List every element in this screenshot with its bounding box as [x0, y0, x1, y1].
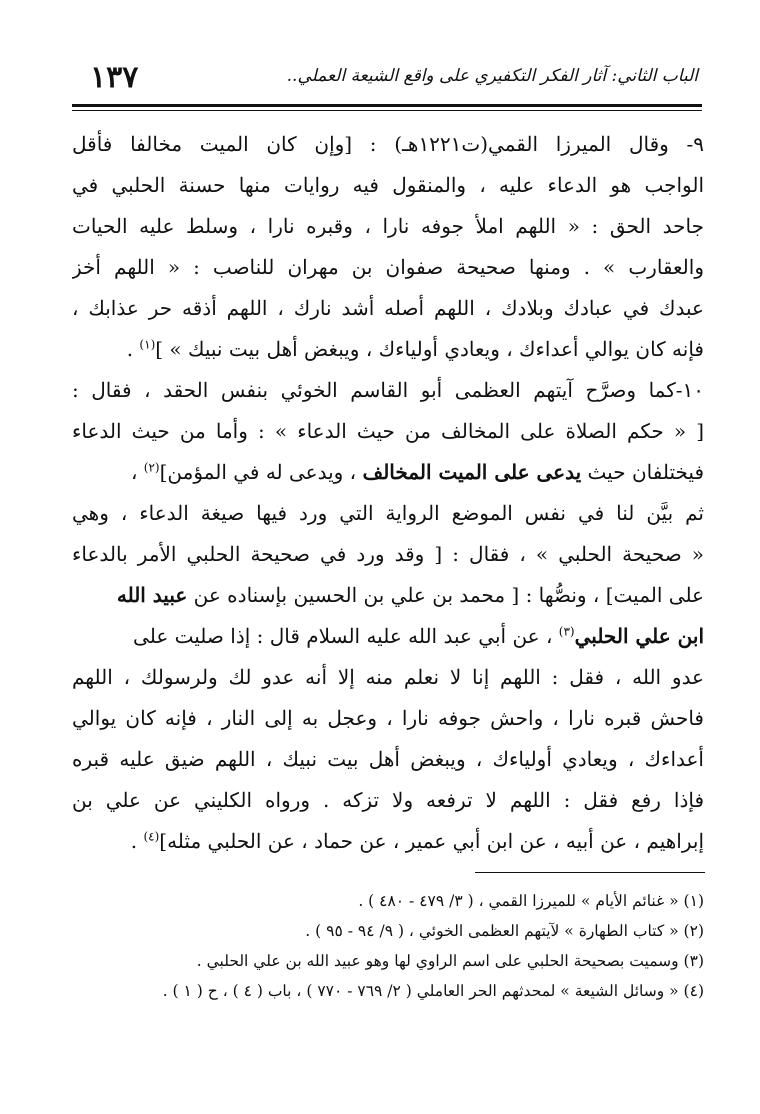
bold-name-ibn-ali-halabi: ابن علي الحلبي [574, 624, 704, 648]
body-line-2: الواجب هو الدعاء عليه ، والمنقول فيه روايات منها حسنة الحلبي في [72, 173, 704, 197]
body-text [72, 124, 704, 862]
body-line-9 [72, 452, 704, 493]
trailing-comma-2: ، [130, 460, 144, 484]
body-line-18-text: إبراهيم ، عن أبيه ، عن ابن أبي عمير ، عن حماد ، عن الحلبي مثله] [159, 829, 704, 853]
footnote-marker-1: (١) [139, 337, 156, 352]
body-line-10: ثم بيَّن لنا في نفس الموضع الرواية التي ورد فيها صيغة الدعاء ، وهي [72, 501, 704, 525]
footnote-marker-2: (٢) [143, 460, 160, 475]
footnote-1: (١) « غنائم الأيام » للميرزا القمي ، ( ٣/ ٤٧٩ - ٤٨٠ ) . [358, 892, 704, 910]
footnote-marker-3: (٣) [558, 624, 575, 639]
body-line-14: عدو الله ، فقل : اللهم إنا لا نعلم منه إلا أنه عدو لك ولرسولك ، اللهم [72, 665, 704, 689]
bold-name-ubaidullah: عبيد الله [116, 583, 188, 607]
body-line-13-end: ، عن أبي عبد الله عليه السلام قال : إذا صليت على [133, 624, 559, 648]
footnote-4: (٤) « وسائل الشيعة » لمحدثهم الحر العاملي ( ٢/ ٧٦٩ - ٧٧٠ ) ، باب ( ٤ ) ، ح ( ١ ) . [162, 982, 704, 1000]
body-line-4: والعقارب » . ومنها صحيحة صفوان بن مهران للناصب : « اللهم أخز [72, 255, 704, 279]
body-line-9-start: فيختلفان حيث [581, 460, 704, 484]
trailing-dot-1: . [126, 337, 140, 361]
body-line-6 [72, 329, 704, 370]
body-line-17: فإذا رفع فقل : اللهم لا ترفعه ولا تزكه . ورواه الكليني عن علي بن [72, 788, 704, 812]
header-rule-thin [72, 110, 702, 111]
page-number: ١٣٧ [90, 60, 139, 95]
trailing-dot-4: . [130, 829, 144, 853]
body-line-12-start: على الميت] ، ونصُّها : [ محمد بن علي بن الحسين بإسناده عن [187, 583, 704, 607]
running-title: الباب الثاني: آثار الفكر التكفيري على واقع الشيعة العملي.. [286, 66, 698, 86]
body-line-18 [72, 821, 704, 862]
body-line-8: [ « حكم الصلاة على المخالف من حيث الدعاء » : وأما من حيث الدعاء [72, 419, 704, 443]
footnote-rule [475, 872, 705, 873]
footnotes [72, 886, 704, 1006]
footnote-3: (٣) وسميت بصحيحة الحلبي على اسم الراوي لها وهو عبيد الله بن علي الحلبي . [196, 952, 704, 970]
body-line-16: أعداءك ، ويعادي أولياءك ، ويبغض أهل بيت نبيك ، اللهم ضيق عليه قبره [72, 747, 704, 771]
body-line-12 [72, 575, 704, 616]
body-line-15: فاحش قبره نارا ، واحش جوفه نارا ، وعجل به إلى النار ، فإنه كان يوالي [72, 706, 704, 730]
footnote-2: (٢) « كتاب الطهارة » لآيتهم العظمى الخوئي ، ( ٩/ ٩٤ - ٩٥ ) . [305, 922, 704, 940]
body-line-7: ١٠-كما وصرَّح آيتهم العظمى أبو القاسم الخوئي بنفس الحقد ، فقال : [72, 378, 704, 402]
body-line-6-text: فإنه كان يوالي أعداءك ، ويعادي أولياءك ، ويبغض أهل بيت نبيك » ] [155, 337, 704, 361]
body-line-5: عبدك في عبادك وبلادك ، اللهم أصله أشد نارك ، اللهم أذقه حر عذابك ، [72, 296, 704, 320]
body-line-1: ٩- وقال الميرزا القمي(ت١٢٢١هـ) : [وإن كان الميت مخالفا فأقل [72, 132, 704, 156]
body-line-11: « صحيحة الحلبي » ، فقال : [ وقد ورد في صحيحة الحلبي الأمر بالدعاء [72, 542, 704, 566]
body-line-9-end: ، ويدعى له في المؤمن] [159, 460, 363, 484]
body-line-13 [72, 616, 704, 657]
body-line-3: جاحد الحق : « اللهم املأ جوفه نارا ، وقبره نارا ، وسلط عليه الحيات [72, 214, 704, 238]
footnote-marker-4: (٤) [143, 829, 160, 844]
bold-phrase-dead-opponent: يدعى على الميت المخالف [362, 460, 582, 484]
header-rule-thick [72, 104, 702, 107]
